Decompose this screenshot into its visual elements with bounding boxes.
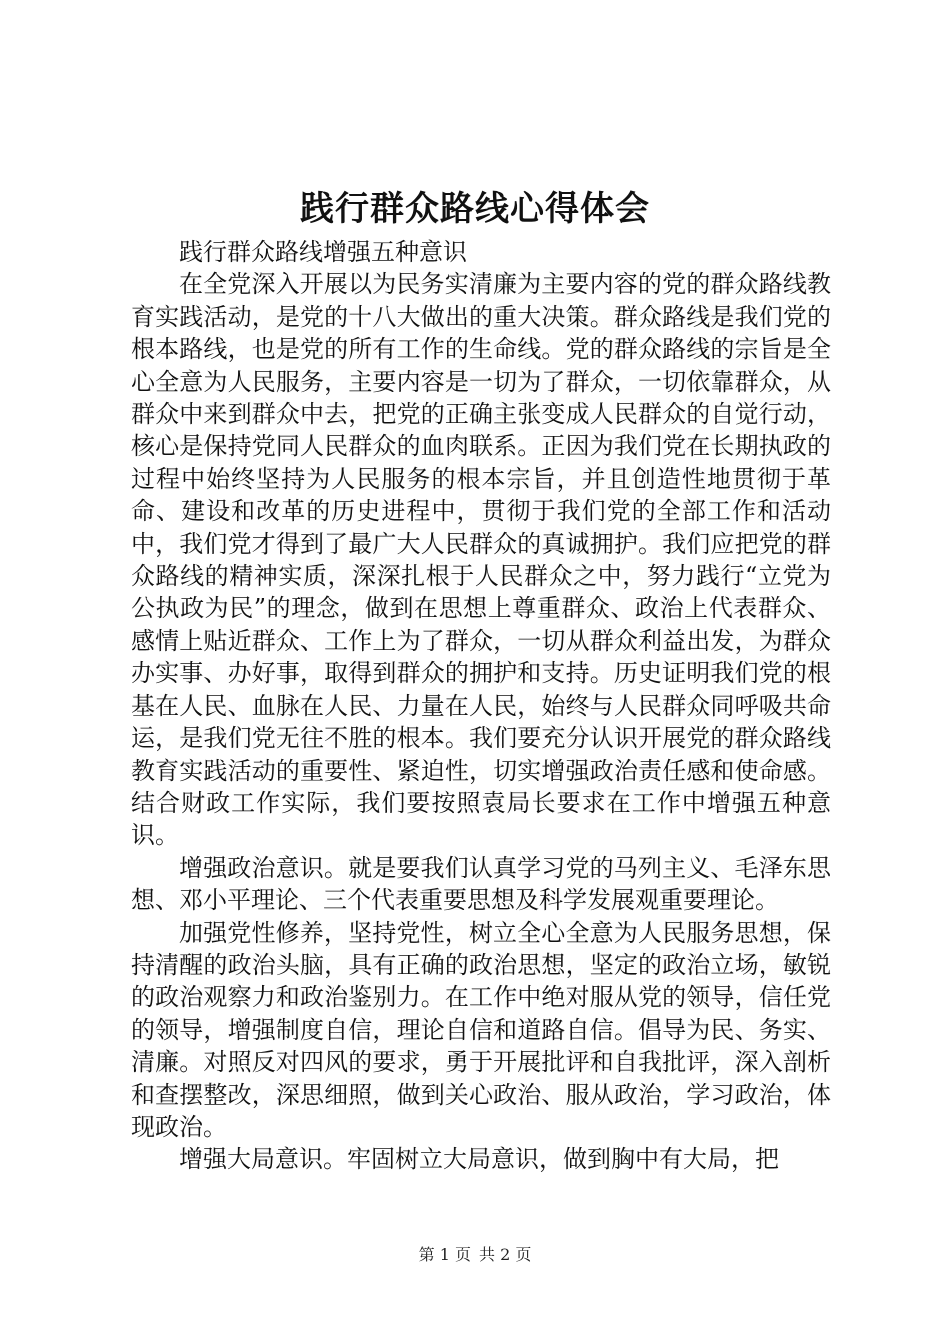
paragraph-party-spirit: 加强党性修养，坚持党性，树立全心全意为人民服务思想，保持清醒的政治头脑，具有正确的政治思想，坚定的政治立场，敏锐的政治观察力和政治鉴别力。在工作中绝对服从党的领导，信任党的领导，增强制度自信，理论自信和道路自信。倡导为民、务实、清廉。对照反对四风的要求，勇于开展批评和自我批评，深入剖析和查摆整改，深思细照，做到关心政治、服从政治，学习政治，体现政治。	[131, 918, 831, 1141]
page-total: 共 2 页	[479, 1245, 532, 1264]
paragraph-intro: 在全党深入开展以为民务实清廉为主要内容的党的群众路线教育实践活动，是党的十八大做出的重大决策。群众路线是我们党的根本路线，也是党的所有工作的生命线。党的群众路线的宗旨是全心全意为人民服务，主要内容是一切为了群众，一切依靠群众，从群众中来到群众中去，把党的正确主张变成人民群众的自觉行动，核心是保持党同人民群众的血肉联系。正因为我们党在长期执政的过程中始终坚持为人民服务的根本宗旨，并且创造性地贯彻于革命、建设和改革的历史进程中，贯彻于我们党的全部工作和活动中，我们党才得到了最广大人民群众的真诚拥护。我们应把党的群众路线的精神实质，深深扎根于人民群众之中，努力践行“立党为公执政为民”的理念，做到在思想上尊重群众、政治上代表群众、感情上贴近群众、工作上为了群众，一切从群众利益出发，为群众办实事、办好事，取得到群众的拥护和支持。历史证明我们党的根基在人民、血脉在人民、力量在人民，始终与人民群众同呼吸共命运，是我们党无往不胜的根本。我们要充分认识开展党的群众路线教育实践活动的重要性、紧迫性，切实增强政治责任感和使命感。结合财政工作实际，我们要按照袁局长要求在工作中增强五种意识。	[131, 270, 831, 850]
document-body	[131, 236, 831, 1176]
page-number: 第 1 页	[418, 1245, 471, 1264]
paragraph-overall-awareness: 增强大局意识。牢固树立大局意识，做到胸中有大局，把	[179, 1145, 779, 1174]
page-footer	[0, 1244, 950, 1266]
paragraph-political-awareness: 增强政治意识。就是要我们认真学习党的马列主义、毛泽东思想、邓小平理论、三个代表重要思想及科学发展观重要理论。	[131, 853, 831, 915]
document-subtitle: 践行群众路线增强五种意识	[179, 238, 467, 266]
document-title: 践行群众路线心得体会	[300, 189, 650, 229]
